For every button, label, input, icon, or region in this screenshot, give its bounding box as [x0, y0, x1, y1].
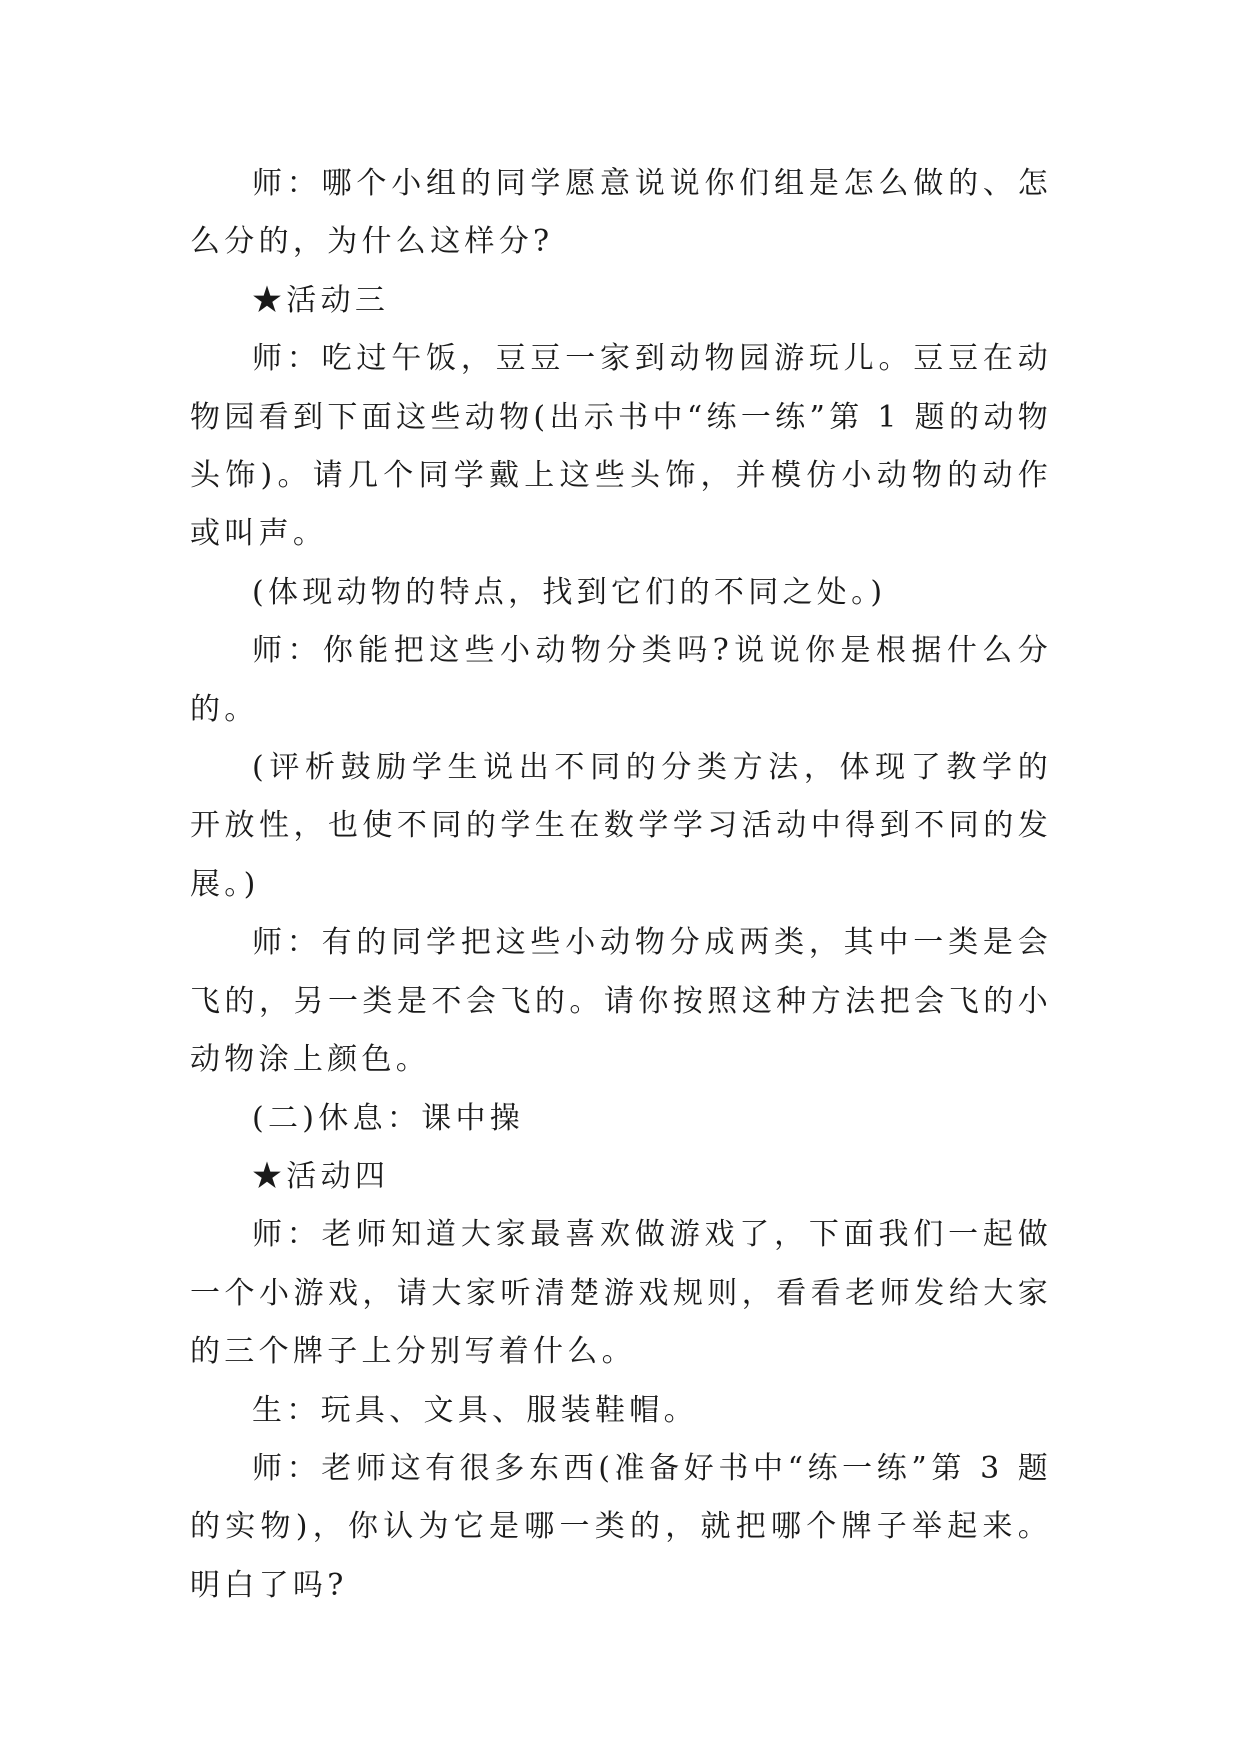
- paragraph-hold-up-sign: 师：老师这有很多东西(准备好书中“练一练”第 3 题的实物)，你认为它是哪一类的，就把哪个牌子举起来。明白了吗?: [190, 1450, 1052, 1603]
- heading-activity-three: ★活动三: [252, 282, 390, 318]
- heading-break-exercise: (二)休息：课中操: [252, 1100, 525, 1136]
- heading-activity-four: ★活动四: [252, 1158, 390, 1194]
- paragraph-student-answer: 生：玩具、文具、服装鞋帽。: [252, 1392, 698, 1428]
- paragraph-game-rules: 师：老师知道大家最喜欢做游戏了，下面我们一起做一个小游戏，请大家听清楚游戏规则，看看老师发给大家的三个牌子上分别写着什么。: [190, 1217, 1052, 1370]
- paragraph-zoo-visit: 师：吃过午饭，豆豆一家到动物园游玩儿。豆豆在动物园看到下面这些动物(出示书中“练一练”第 1 题的动物头饰)。请几个同学戴上这些头饰，并模仿小动物的动作或叫声。: [190, 341, 1052, 552]
- document-page: [190, 155, 1052, 1615]
- paragraph-animal-features-note: (体现动物的特点，找到它们的不同之处。): [252, 574, 887, 610]
- paragraph-evaluation-note: (评析鼓励学生说出不同的分类方法，体现了教学的开放性，也使不同的学生在数学学习活动中得到不同的发展。): [190, 750, 1052, 902]
- paragraph-teacher-question: 师：哪个小组的同学愿意说说你们组是怎么做的、怎么分的，为什么这样分?: [190, 166, 1052, 260]
- paragraph-flying-animals: 师：有的同学把这些小动物分成两类，其中一类是会飞的，另一类是不会飞的。请你按照这种方法把会飞的小动物涂上颜色。: [190, 925, 1052, 1078]
- paragraph-classify-animals: 师：你能把这些小动物分类吗?说说你是根据什么分的。: [190, 633, 1052, 727]
